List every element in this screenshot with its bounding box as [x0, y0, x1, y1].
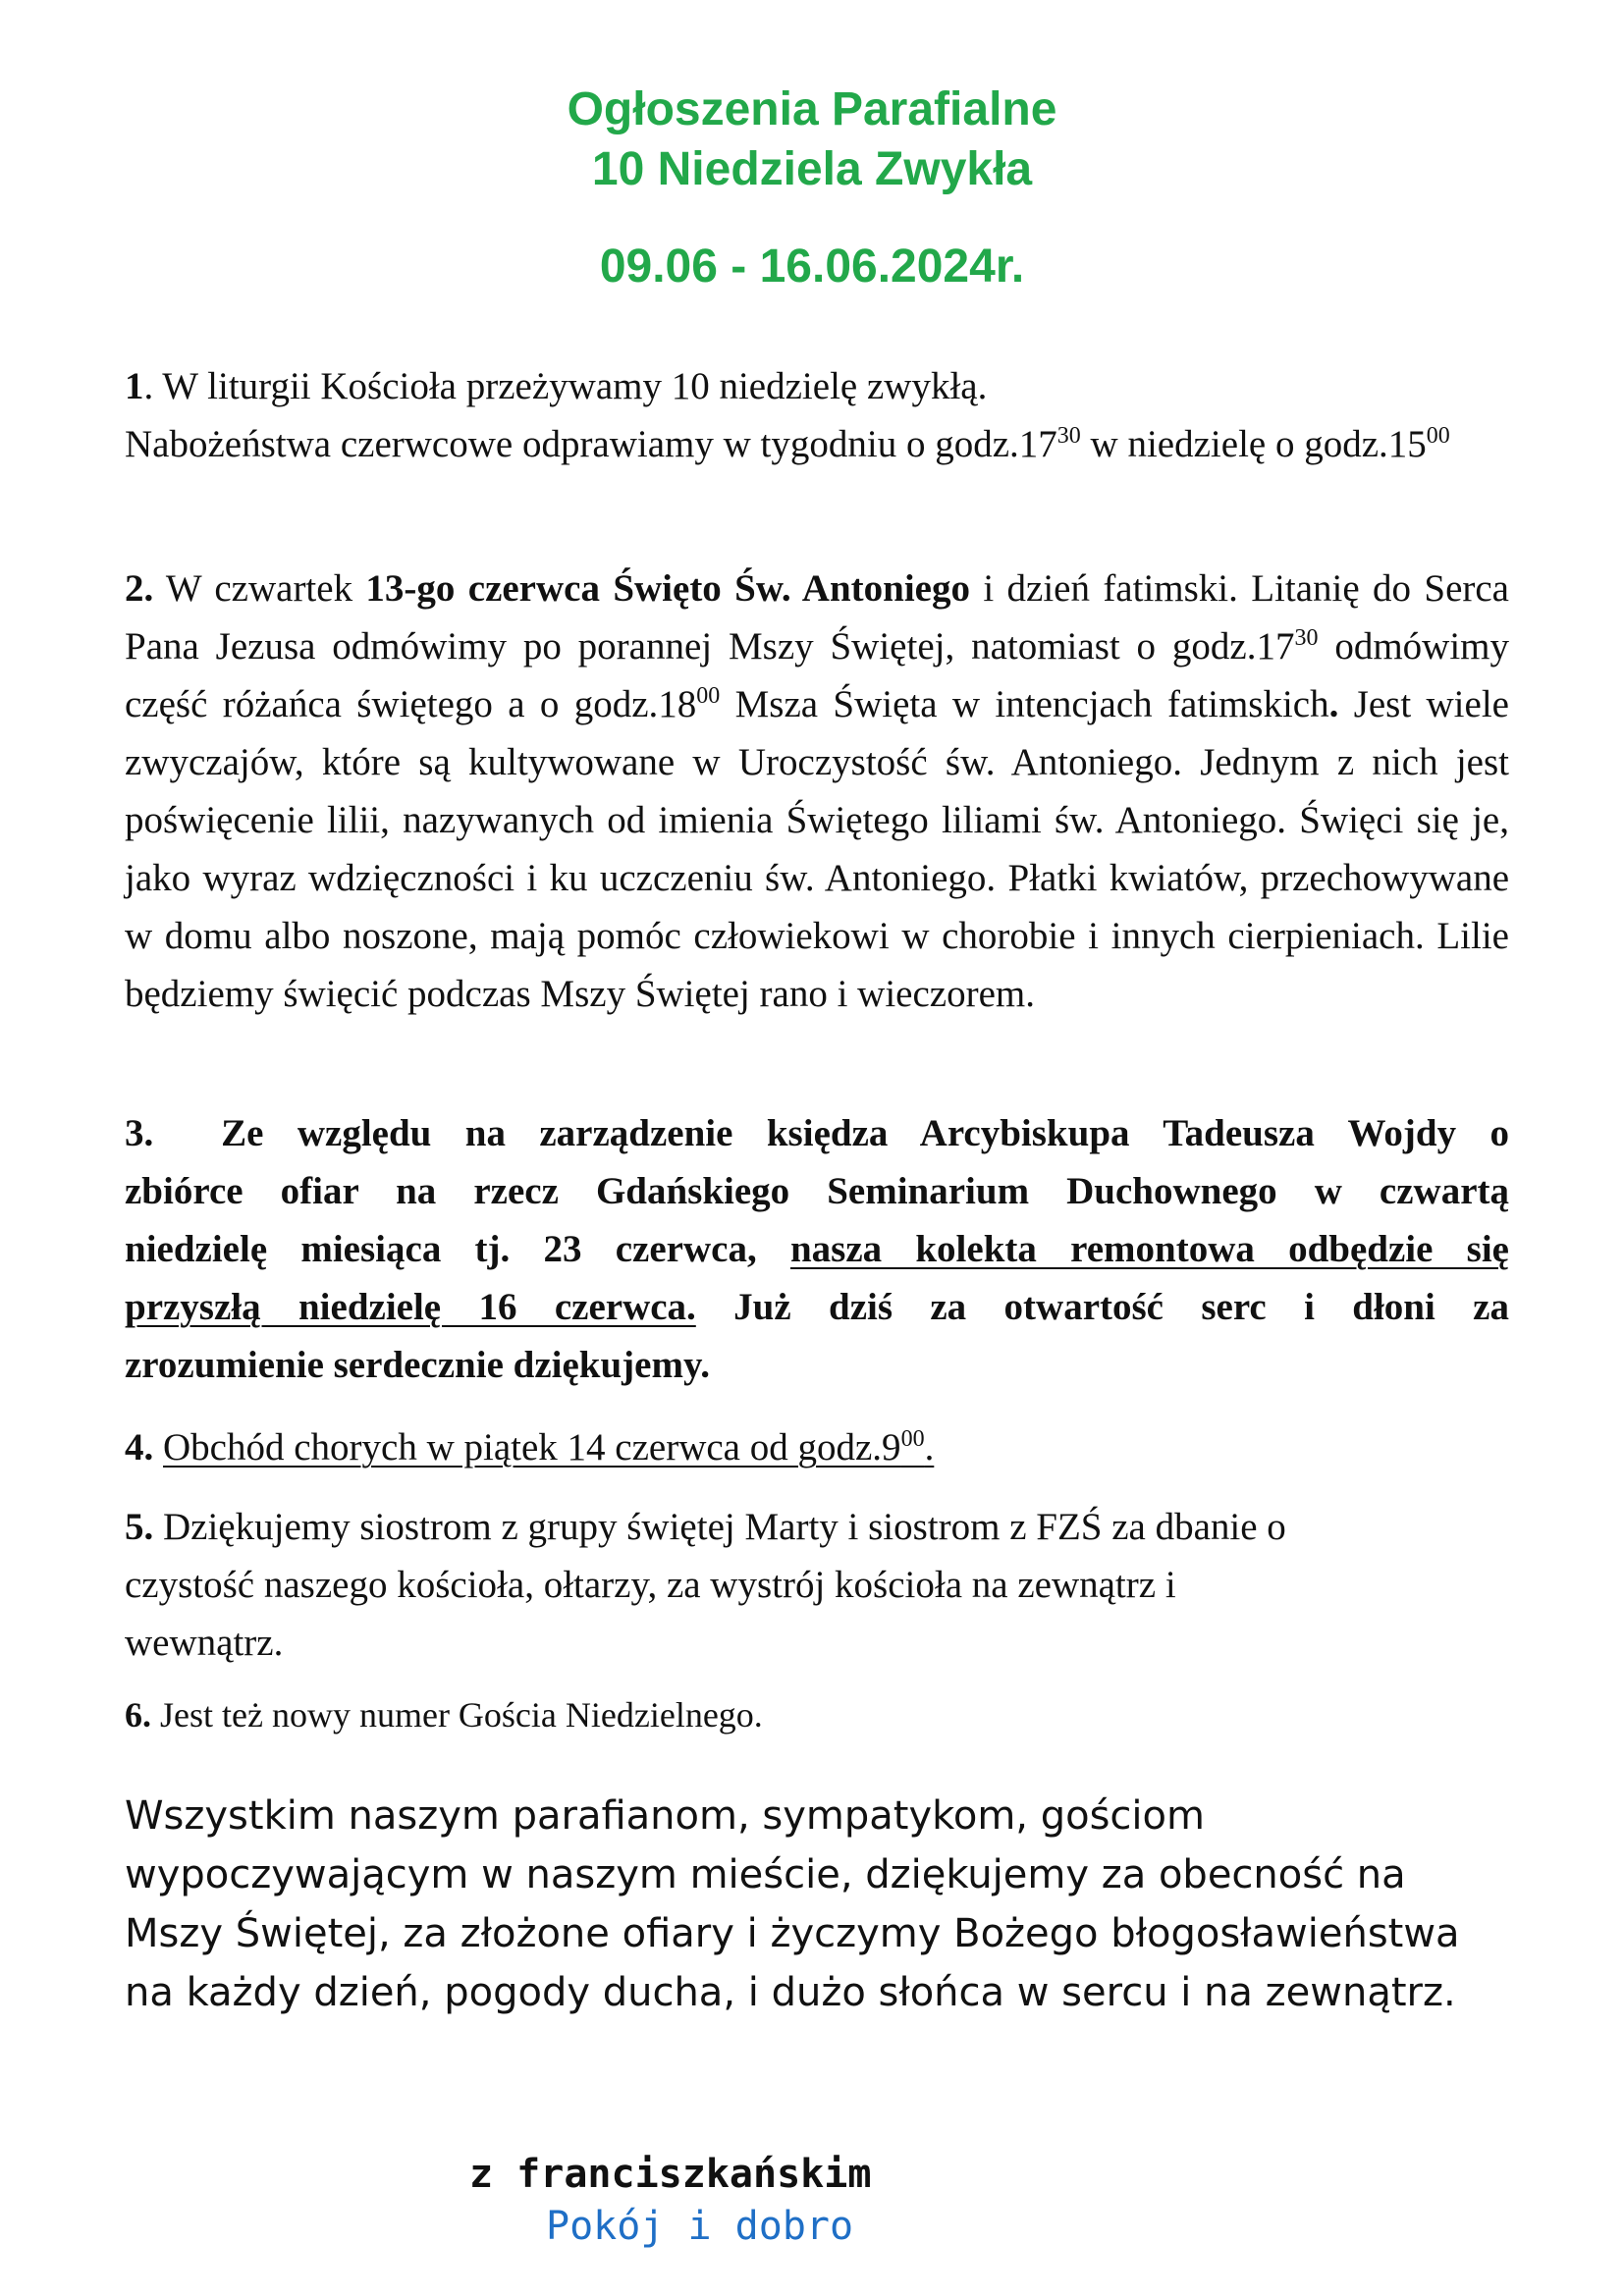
signoff: z franciszkańskim	[469, 2152, 872, 2197]
closing-line: Mszy Świętej, za złożone ofiary i życzymy Bożego błogosławieństwa	[125, 1911, 1460, 1956]
time-superscript: 00	[1426, 423, 1450, 449]
blessing: Pokój i dobro	[546, 2204, 854, 2249]
item-text: w niedzielę o godz.15	[1080, 423, 1427, 465]
announcement-item-6	[125, 1686, 1509, 1744]
item-number: 4.	[125, 1426, 154, 1468]
item-text: Jest wiele zwyczajów, które są kultywowane w Uroczystość św. Antoniego. Jednym z nich jest poświęcenie lilii, nazywanych od imienia Świętego liliami św. Antoniego. Święci się je, jako wyraz wdzięczności i ku uczczeniu św. Antoniego. Płatki kwiatów, przechowywane w domu albo noszone, mają pomóc człowiekowi w chorobie i innych cierpieniach. Lilie będziemy święcić podczas Mszy Świętej rano i wieczorem.	[125, 683, 1509, 1015]
time-superscript: 30	[1056, 423, 1081, 449]
page-title: Ogłoszenia Parafialne	[567, 83, 1057, 135]
item-text: W czwartek	[153, 567, 366, 610]
item-text: Nabożeństwa czerwcowe odprawiamy w tygodniu o godz.17	[125, 423, 1057, 465]
item-text: i dzień fatimski. Litanię do Serca Pana Jezusa odmówimy po porannej Mszy Świętej, natomiast o godz.17	[125, 567, 1509, 667]
item-text: Msza Święta w intencjach fatimskich	[720, 683, 1329, 725]
announcement-item-5	[125, 1498, 1509, 1672]
item-text: zrozumienie serdecznie dziękujemy.	[125, 1344, 711, 1386]
page-subtitle: 10 Niedziela Zwykła	[591, 143, 1033, 195]
time-superscript: 30	[1294, 625, 1319, 651]
underlined-text: nasza kolekta remontowa odbędzie się	[789, 1228, 1509, 1270]
underlined-text	[163, 1426, 934, 1468]
item-emphasis: .	[1328, 683, 1339, 725]
item-number: 1	[125, 365, 144, 407]
item-number: 3.	[125, 1112, 154, 1154]
announcement-item-4	[125, 1418, 1509, 1476]
time-superscript: 00	[696, 683, 721, 709]
item-text: Obchód chorych w piątek 14 czerwca od godz.9	[163, 1426, 901, 1468]
item-text: Już dziś za otwartość serc i dłoni za	[695, 1286, 1509, 1328]
item-text: Ze względu na zarządzenie księdza Arcybiskupa Tadeusza Wojdy o	[221, 1112, 1509, 1154]
closing-line: na każdy dzień, pogody ducha, i dużo słońca w sercu i na zewnątrz.	[125, 1970, 1456, 2015]
item-text: zbiórce ofiar na rzecz Gdańskiego Seminarium Duchownego w czwartą	[125, 1170, 1509, 1212]
closing-line: wypoczywającym w naszym mieście, dziękujemy za obecność na	[125, 1852, 1406, 1897]
item-number: 2.	[125, 567, 154, 610]
closing-line: Wszystkim naszym parafianom, sympatykom, gościom	[125, 1793, 1205, 1839]
item-text: . W liturgii Kościoła przeżywamy 10 niedzielę zwykłą.	[143, 365, 988, 407]
item-text: niedzielę miesiąca tj. 23 czerwca,	[125, 1228, 790, 1270]
underlined-text: przyszłą niedzielę 16 czerwca.	[125, 1286, 696, 1328]
item-number: 5.	[125, 1506, 154, 1548]
item-text: .	[924, 1426, 935, 1468]
item-text: Jest też nowy numer Gościa Niedzielnego.	[151, 1695, 763, 1735]
closing-message	[125, 1787, 1519, 2022]
announcement-item-1	[125, 357, 1509, 473]
item-text: wewnątrz.	[125, 1622, 284, 1664]
announcement-item-3	[125, 1104, 1509, 1394]
announcement-item-2	[125, 560, 1509, 1023]
item-text: czystość naszego kościoła, ołtarzy, za wystrój kościoła na zewnątrz i	[125, 1564, 1176, 1606]
item-emphasis: 13-go czerwca Święto Św. Antoniego	[365, 567, 970, 610]
date-range: 09.06 - 16.06.2024r.	[599, 240, 1025, 293]
item-text: Dziękujemy siostrom z grupy świętej Marty i siostrom z FZŚ za dbanie o	[153, 1506, 1286, 1548]
item-number: 6.	[125, 1695, 151, 1735]
time-superscript: 00	[900, 1426, 925, 1452]
item-text: odmówimy część różańca świętego a o godz.18	[125, 625, 1509, 725]
